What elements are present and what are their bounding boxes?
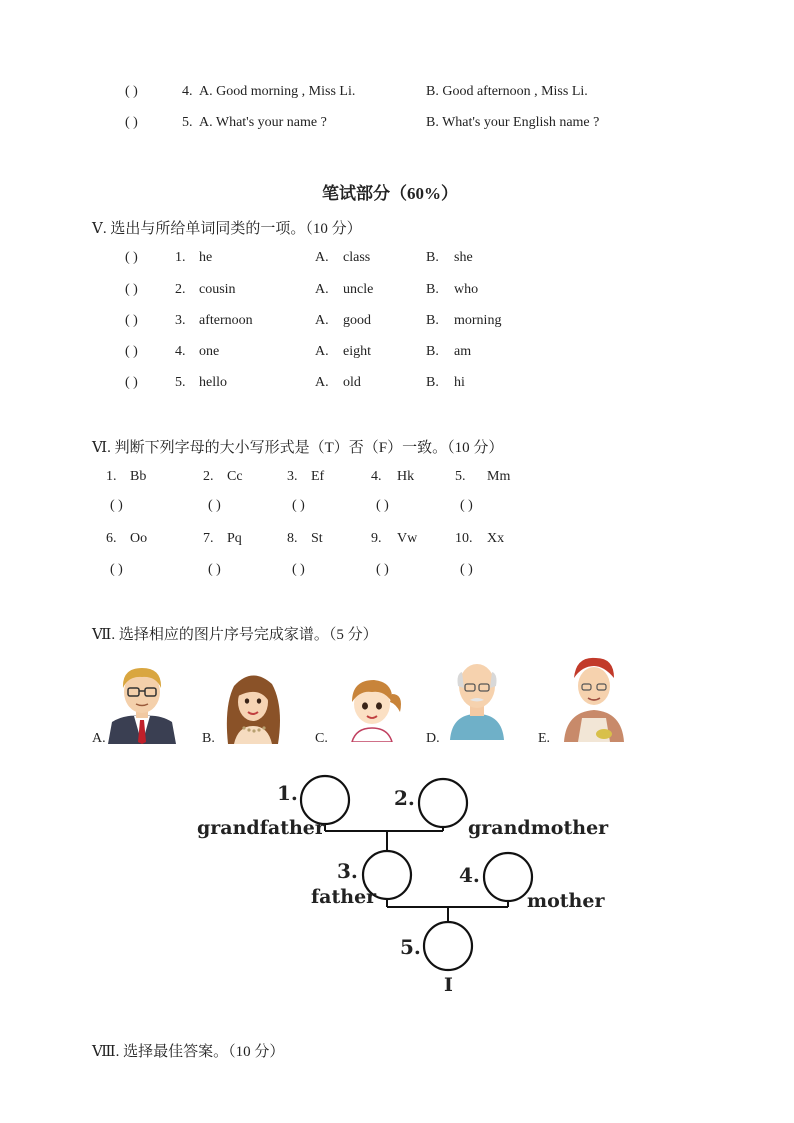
section-5-a: eight — [343, 344, 371, 359]
answer-paren[interactable]: ( ) — [208, 498, 221, 513]
section-5-b-label: B. — [426, 375, 439, 390]
letter-item-number: 7. — [203, 531, 214, 546]
section-8-heading: Ⅷ. 选择最佳答案。（10 分） — [92, 1044, 285, 1060]
answer-paren[interactable]: ( ) — [110, 498, 123, 513]
picture-label-a: A. — [92, 731, 106, 746]
section-5-num: 5. — [175, 375, 186, 390]
answer-paren[interactable]: ( ) — [292, 498, 305, 513]
man-with-glasses-icon — [104, 660, 180, 744]
label-grandmother: grandmother — [468, 817, 609, 839]
letter-pair: Hk — [397, 469, 415, 484]
option-a: A. What's your name ? — [199, 115, 327, 130]
girl-icon — [338, 672, 408, 742]
option-b: B. What's your English name ? — [426, 115, 600, 130]
picture-label-d: D. — [426, 731, 440, 746]
letter-item-number: 6. — [106, 531, 117, 546]
section-5-b: am — [454, 344, 472, 359]
section-5-num: 2. — [175, 282, 186, 297]
letter-pair: Bb — [130, 469, 147, 484]
letter-item-number: 2. — [203, 469, 214, 484]
letter-pair: Vw — [397, 531, 418, 546]
answer-paren[interactable]: ( ) — [110, 562, 123, 577]
letter-pair: St — [311, 531, 323, 546]
answer-paren[interactable]: ( ) — [292, 562, 305, 577]
label-me: I — [444, 974, 453, 996]
letter-item-number: 1. — [106, 469, 117, 484]
option-b: B. Good afternoon , Miss Li. — [426, 84, 588, 99]
letter-item-number: 4. — [371, 469, 382, 484]
blank-circle-4 — [484, 853, 532, 901]
section-5-num: 4. — [175, 344, 186, 359]
label-mother: mother — [527, 890, 605, 912]
option-a: A. Good morning , Miss Li. — [199, 84, 356, 99]
answer-paren[interactable]: ( ) — [460, 562, 473, 577]
letter-item-number: 5. — [455, 469, 466, 484]
section-5-b: morning — [454, 313, 502, 328]
section-5-word: cousin — [199, 282, 236, 297]
section-5-b-label: B. — [426, 282, 439, 297]
section-5-word: one — [199, 344, 220, 359]
letter-item-number: 10. — [455, 531, 473, 546]
answer-paren[interactable]: ( ) — [208, 562, 221, 577]
picture-label-b: B. — [202, 731, 215, 746]
answer-paren[interactable]: ( ) — [376, 498, 389, 513]
question-number: 5. — [182, 115, 193, 130]
letter-pair: Pq — [227, 531, 242, 546]
section-5-a: old — [343, 375, 361, 390]
grandfather-icon — [446, 656, 508, 740]
tree-number-5: 5. — [400, 935, 421, 959]
section-5-num: 3. — [175, 313, 186, 328]
letter-item-number: 9. — [371, 531, 382, 546]
answer-paren[interactable]: ( ) — [125, 375, 138, 390]
letter-item-number: 3. — [287, 469, 298, 484]
answer-paren[interactable]: ( ) — [376, 562, 389, 577]
section-5-b: hi — [454, 375, 465, 390]
section-6-heading: Ⅵ. 判断下列字母的大小写形式是（T）否（F）一致。（10 分） — [92, 440, 504, 456]
tree-number-3: 3. — [337, 859, 358, 883]
section-5-a-label: A. — [315, 313, 329, 328]
answer-paren[interactable]: ( ) — [125, 250, 138, 265]
letter-pair: Mm — [487, 469, 511, 484]
letter-pair: Cc — [227, 469, 243, 484]
section-5-heading: Ⅴ. 选出与所给单词同类的一项。（10 分） — [92, 221, 362, 237]
section-5-a-label: A. — [315, 250, 329, 265]
answer-paren[interactable]: ( ) — [125, 282, 138, 297]
section-5-word: hello — [199, 375, 227, 390]
section-5-b: who — [454, 282, 479, 297]
section-5-b: she — [454, 250, 473, 265]
answer-paren[interactable]: ( ) — [460, 498, 473, 513]
blank-circle-2 — [419, 779, 467, 827]
woman-icon — [218, 666, 288, 744]
section-5-a-label: A. — [315, 344, 329, 359]
tree-number-1: 1. — [277, 781, 298, 805]
section-5-a: uncle — [343, 282, 374, 297]
grandmother-icon — [560, 654, 630, 742]
letter-item-number: 8. — [287, 531, 298, 546]
label-father: father — [311, 886, 377, 908]
section-5-num: 1. — [175, 250, 186, 265]
section-5-b-label: B. — [426, 313, 439, 328]
question-number: 4. — [182, 84, 193, 99]
section-5-a-label: A. — [315, 282, 329, 297]
blank-circle-5 — [424, 922, 472, 970]
letter-pair: Xx — [487, 531, 505, 546]
letter-pair: Ef — [311, 469, 325, 484]
section-5-word: afternoon — [199, 313, 253, 328]
section-5-b-label: B. — [426, 344, 439, 359]
picture-label-c: C. — [315, 731, 328, 746]
section-5-a: class — [343, 250, 371, 265]
picture-label-e: E. — [538, 731, 551, 746]
letter-pair: Oo — [130, 531, 148, 546]
section-7-heading: Ⅶ. 选择相应的图片序号完成家谱。（5 分） — [92, 627, 378, 643]
tree-number-2: 2. — [394, 786, 415, 810]
section-5-a-label: A. — [315, 375, 329, 390]
section-title: 笔试部分（60%） — [322, 184, 458, 203]
section-5-b-label: B. — [426, 250, 439, 265]
answer-paren[interactable]: ( ) — [125, 344, 138, 359]
tree-number-4: 4. — [459, 863, 480, 887]
paren-q5[interactable]: ( ) — [125, 115, 138, 130]
label-grandfather: grandfather — [197, 817, 325, 839]
answer-paren[interactable]: ( ) — [125, 313, 138, 328]
section-5-word: he — [199, 250, 213, 265]
section-5-a: good — [343, 313, 371, 328]
paren-q4[interactable]: ( ) — [125, 84, 138, 99]
